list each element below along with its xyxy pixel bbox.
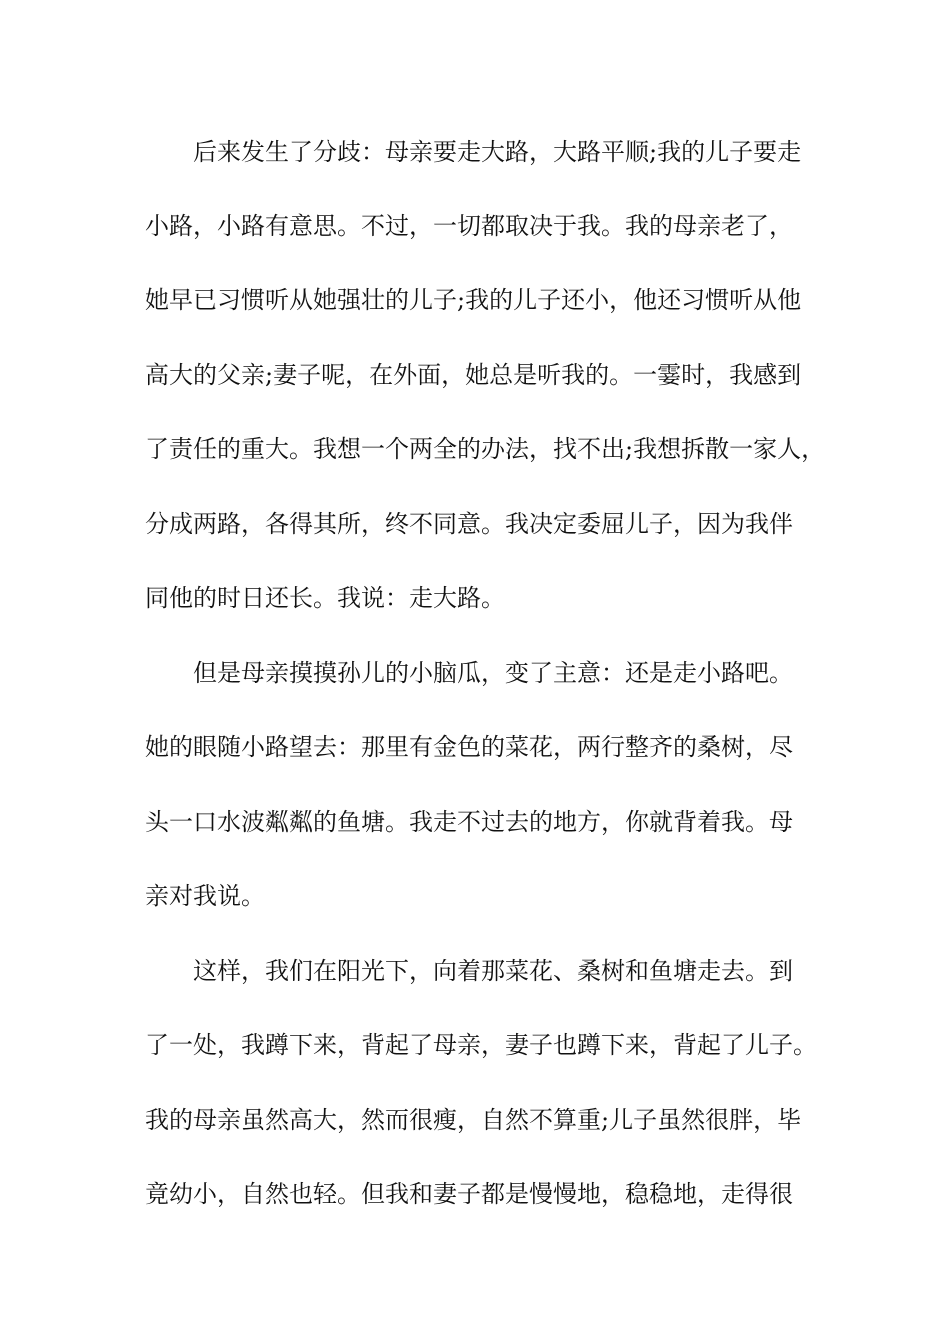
paragraph-2-line-3: 头一口水波粼粼的鱼塘。我走不过去的地方，你就背着我。母 [145, 808, 793, 836]
paragraph-1-line-7: 同他的时日还长。我说：走大路。 [145, 584, 505, 612]
paragraph-3-line-4: 竟幼小，自然也轻。但我和妻子都是慢慢地，稳稳地，走得很 [145, 1180, 793, 1208]
paragraph-1-line-2: 小路，小路有意思。不过，一切都取决于我。我的母亲老了， [145, 212, 793, 240]
paragraph-1-line-3: 她早已习惯听从她强壮的儿子;我的儿子还小，他还习惯听从他 [145, 286, 802, 314]
paragraph-3-line-3: 我的母亲虽然高大，然而很瘦，自然不算重;儿子虽然很胖，毕 [145, 1106, 802, 1134]
paragraph-2-line-1: 但是母亲摸摸孙儿的小脑瓜，变了主意：还是走小路吧。 [193, 659, 793, 687]
paragraph-1-line-6: 分成两路，各得其所，终不同意。我决定委屈儿子，因为我伴 [145, 510, 793, 538]
paragraph-1-line-4: 高大的父亲;妻子呢，在外面，她总是听我的。一霎时，我感到 [145, 361, 802, 389]
paragraph-1-line-1: 后来发生了分歧：母亲要走大路，大路平顺;我的儿子要走 [193, 138, 802, 166]
paragraph-1-line-5: 了责任的重大。我想一个两全的办法，找不出;我想拆散一家人， [145, 435, 826, 463]
paragraph-2-line-4: 亲对我说。 [145, 882, 265, 910]
paragraph-3-line-1: 这样，我们在阳光下，向着那菜花、桑树和鱼塘走去。到 [193, 957, 793, 985]
paragraph-2-line-2: 她的眼随小路望去：那里有金色的菜花，两行整齐的桑树，尽 [145, 733, 793, 761]
paragraph-3-line-2: 了一处，我蹲下来，背起了母亲，妻子也蹲下来，背起了儿子。 [145, 1031, 817, 1059]
